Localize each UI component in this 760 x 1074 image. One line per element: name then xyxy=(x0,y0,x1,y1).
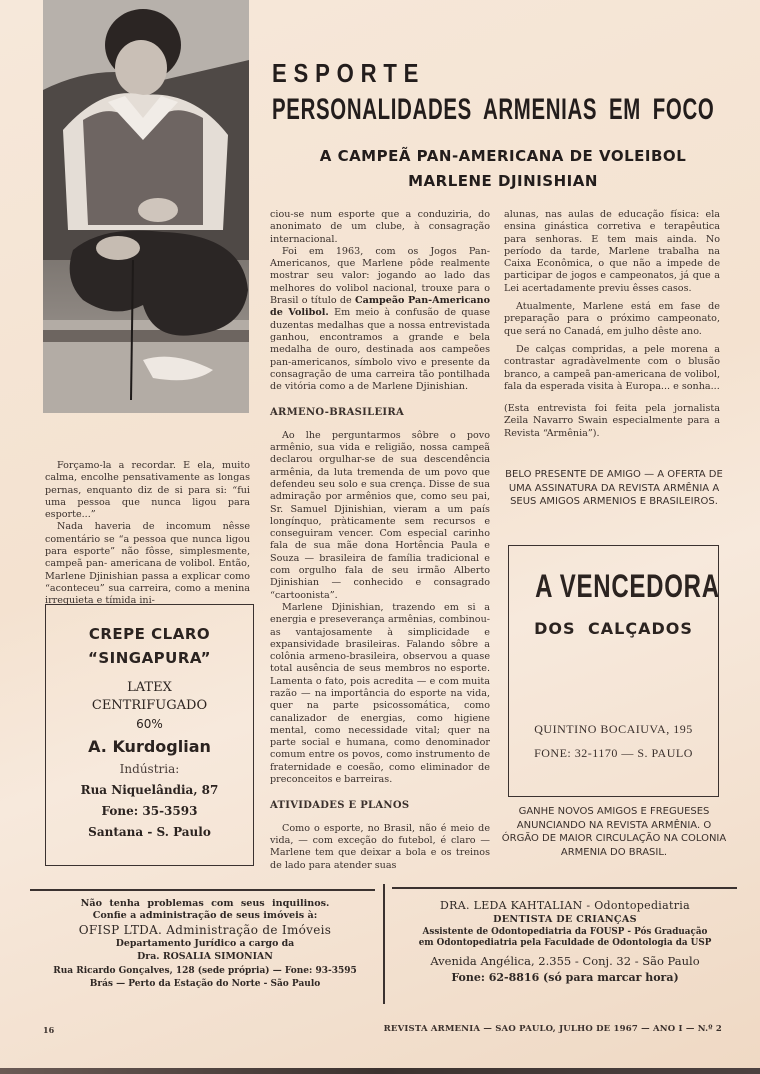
ad-leda-name: DRA. LEDA KAHTALIAN - Odontopediatria xyxy=(440,899,690,912)
ad-crepe-line1: CREPE CLARO xyxy=(88,625,211,643)
ad-vencedora-subtitle: DOS CALÇADOS xyxy=(534,619,693,638)
section-heading: ARMENO-BRASILEIRA xyxy=(270,407,405,419)
ad-crepe-line5: 60% xyxy=(136,717,163,731)
page-edge-shadow xyxy=(0,1068,760,1074)
paragraph-text: Em meio à confusão de quase duzentas medalhas que a nossa entrevistada ganhou, encontramos a grande e bela medalha de ouro, destinada aos campeões pan-americanos, símbolo vivo e presente da consagração de uma carreira tão pontilhada de vitória como a de Marlene Djinishian. xyxy=(270,307,490,393)
bold-title-text: Campeão Pan-Americano de Volibol. xyxy=(270,295,490,319)
ad-ofisp-line1: Não tenha problemas com seus inquilinos. xyxy=(80,898,330,909)
portrait-photo xyxy=(43,0,249,413)
paragraph: ciou-se num esporte que a conduziria, do anonimato de um clube, à consagração internacional. xyxy=(270,209,490,245)
ad-crepe-line4: CENTRIFUGADO xyxy=(91,698,208,713)
paragraph: Nada haveria de incomum nêsse comentário se “a pessoa que nunca ligou para esporte” não fôsse, simplesmente, campeã pan- americana de volibol. Então, Marlene Djinishian passa a explicar como “aconteceu” sua carreira, como a menina irrequieta e tímida ini- xyxy=(45,521,250,607)
ad-leda-address: Avenida Angélica, 2.355 - Conj. 32 - São Paulo xyxy=(430,954,700,968)
ad-crepe-line2: “SINGAPURA” xyxy=(87,649,212,667)
ad-crepe-company: A. Kurdoglian xyxy=(88,737,211,756)
ad-leda-kahtalian xyxy=(390,898,740,986)
ad-leda-credentials2: em Odontopediatria pela Faculdade de Odontologia da USP xyxy=(418,938,712,948)
promo-advertise: GANHE NOVOS AMIGOS E FREGUESES ANUNCIANDO NA REVISTA ARMÊNIA. O ÓRGÃO DE MAIOR CIRCULAÇÃO NA COLONIA ARMENIA DO BRASIL. xyxy=(501,806,727,858)
paragraph: Forçamo-la a recordar. E ela, muito calma, encolhe pensativamente as longas pernas, enquanto diz de si para si: “fui uma pessoa que nunca ligou para esporte...” xyxy=(45,460,250,521)
ad-leda-phone: Fone: 62-8816 (só para marcar hora) xyxy=(451,971,679,984)
ad-crepe-city: Santana - S. Paulo xyxy=(88,825,211,839)
ad-ofisp xyxy=(30,898,380,990)
paragraph: Marlene Djinishian, trazendo em si a energia e preseverança armênias, combinou-as vantajosamente à simplicidade e expansividade brasileiras. Falando sôbre a colônia armeno-brasileira, observou a quase total ausência de seus membros no esporte. Lamenta o fato, pois acredita — e com muita razão — na importância do esporte na vida, quer na parte psicossomática, como canalizador de energias, como higiene mental, como necessidade vital; quer na parte social e humana, como denominador comum entre os povos, como instrumento de fraternidade e coesão, como eliminador de preconceitos e barreiras. xyxy=(270,601,490,786)
ad-leda-credentials1: Assistente de Odontopediatria da FOUSP - Pós Graduação xyxy=(422,927,708,937)
section-heading: ATIVIDADES E PLANOS xyxy=(270,800,410,812)
ad-vencedora-phone: FONE: 32-1170 — S. PAULO xyxy=(534,746,693,760)
article-subject-name: MARLENE DJINISHIAN xyxy=(408,172,598,190)
paragraph xyxy=(270,246,490,394)
ad-ofisp-line4: Departamento Jurídico a cargo da xyxy=(115,938,295,949)
ad-ofisp-location: Brás — Perto da Estação do Norte - São Paulo xyxy=(89,979,321,989)
ad-crepe-industry: Indústria: xyxy=(119,762,180,776)
divider-left xyxy=(30,889,375,891)
ad-leda-title: DENTISTA DE CRIANÇAS xyxy=(493,914,637,925)
paragraph: Como o esporte, no Brasil, não é meio de vida, — com exceção do futebol, é claro — Marlene tem que deixar a bola e os treinos de lado para atender suas xyxy=(270,822,490,871)
ad-ofisp-lawyer: Dra. ROSALIA SIMONIAN xyxy=(137,951,273,962)
paragraph: alunas, nas aulas de educação física: ela ensina ginástica corretiva e terapêutica para senhoras. E tem mais ainda. No período da tarde, Marlene trabalha na Caixa Econômica, o que não a impede de participar de jogos e campeonatos, já que a Lei acertadamente previu êsses casos. xyxy=(504,209,720,294)
paragraph: Atualmente, Marlene está em fase de preparação para o próximo campeonato, que será no Canadá, em julho dêste ano. xyxy=(504,301,720,337)
article-subtitle: A CAMPEÃ PAN-AMERICANA DE VOLEIBOL xyxy=(319,147,687,165)
ad-crepe-line3: LATEX xyxy=(127,680,172,695)
ad-vencedora-title: A VENCEDORA xyxy=(535,568,720,604)
ad-vencedora-calcados xyxy=(508,545,719,797)
ad-crepe-phone: Fone: 35-3593 xyxy=(101,804,198,818)
divider-right xyxy=(392,887,737,889)
promo-subscription-gift: BELO PRESENTE DE AMIGO — A OFERTA DE UMA ASSINATURA DA REVISTA ARMÊNIA A SEUS AMIGOS ARMENIOS E BRASILEIROS. xyxy=(505,469,723,507)
interview-credit: (Esta entrevista foi feita pela jornalista Zeila Navarro Swain especialmente para a Revista “Armênia”). xyxy=(504,403,720,439)
article-column-right xyxy=(504,209,720,446)
article-column-left xyxy=(45,460,250,608)
ad-crepe-address: Rua Niquelândia, 87 xyxy=(80,783,219,797)
ad-vencedora-address: QUINTINO BOCAIUVA, 195 xyxy=(534,722,693,736)
page-number: 16 xyxy=(43,1025,55,1035)
paragraph: De calças compridas, a pele morena a contrastar agradàvelmente com o blusão branco, a campeã pan-americana de volibol, fala da esperada visita à Europa... e sonha... xyxy=(504,343,720,392)
article-column-middle xyxy=(270,209,490,872)
divider-vertical xyxy=(383,884,385,1004)
paragraph-text: Foi em 1963, com os Jogos Pan-Americanos, que Marlene pôde realmente mostrar seu valor: jogando ao lado das melhores do volibol nacional, trouxe para o Brasil o título de xyxy=(270,245,490,307)
ad-ofisp-address: Rua Ricardo Gonçalves, 128 (sede própria) — Fone: 93-3595 xyxy=(53,966,357,976)
ad-ofisp-company: OFISP LTDA. Administração de Imóveis xyxy=(78,923,332,937)
photo-portrait-icon xyxy=(43,0,249,413)
paragraph: Ao lhe perguntarmos sôbre o povo armênio, sua vida e religião, nossa campeã declarou orgulhar-se de sua descendência armênia, da luta tremenda de um povo que defendeu seu solo e sua crença. Disse de sua admiração por armênios que, como seu pai, Sr. Samuel Djinishian, vieram a um país longínquo, pràticamente sem recursos e conseguiram vencer. Com especial carinho fala de sua mãe dona Hortência Paula e Souza — brasileira de família tradicional e com orgulho fala de seu irmão Alberto Djinishian — conhecido e consagrado “cartoonista”. xyxy=(270,429,490,601)
section-title: ESPORTE xyxy=(272,58,426,88)
article-title: PERSONALIDADES ARMENIAS EM FOCO xyxy=(272,93,715,126)
publication-info: REVISTA ARMENIA — SAO PAULO, JULHO DE 1967 — ANO I — N.º 2 xyxy=(383,1024,722,1034)
ad-crepe-singapura xyxy=(45,604,254,866)
ad-ofisp-line2: Confie a administração de seus imóveis à: xyxy=(92,910,318,921)
